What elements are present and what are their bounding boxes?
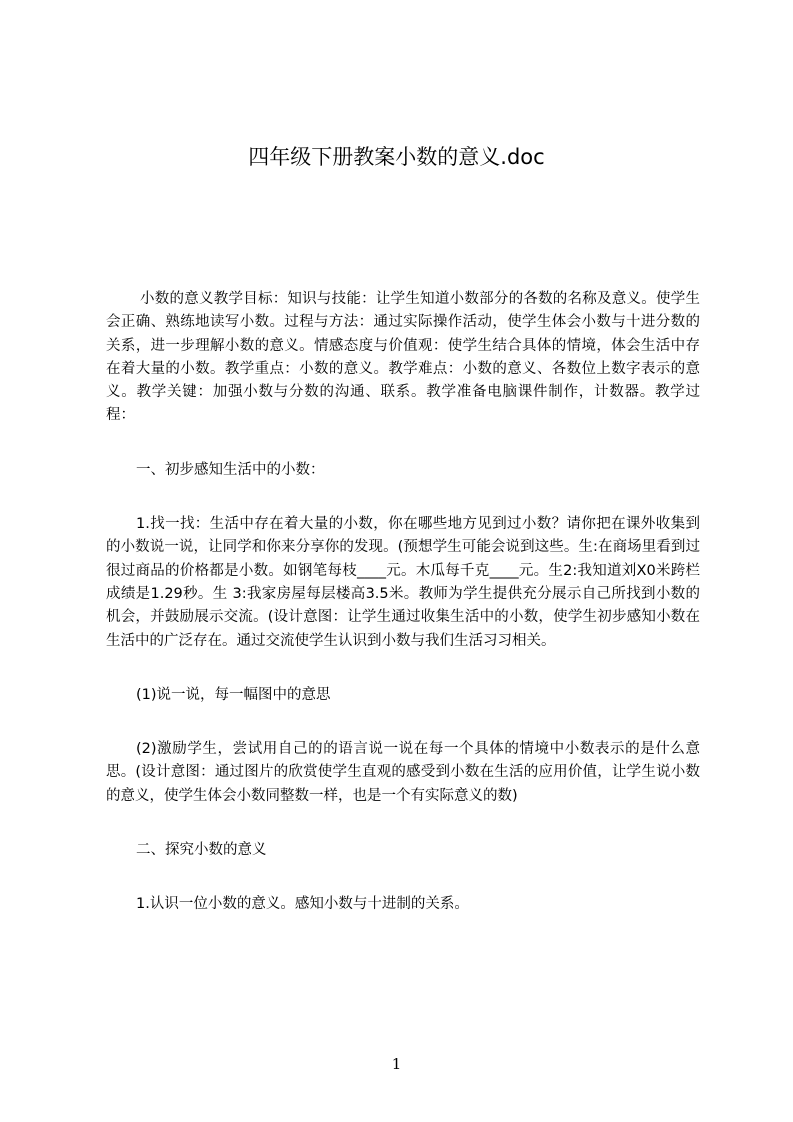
section-heading-1: 一、初步感知生活中的小数： — [136, 461, 325, 478]
paragraph-encourage: (2)激励学生，尝试用自己的的语言说一说在每一个具体的情境中小数表示的是什么意思。(设计意图：通过图片的欣赏使学生直观的感受到小数在生活的应用价值，让学生说小数的意义，使学生体会小数同整数一样，也是一个有实际意义的数) — [106, 741, 700, 804]
paragraph-say: (1)说一说，每一幅图中的意思 — [136, 686, 331, 703]
paragraph-objectives: 小数的意义教学目标：知识与技能：让学生知道小数部分的各数的名称及意义。使学生会正确、熟练地读写小数。过程与方法：通过实际操作活动，使学生体会小数与十进分数的关系，进一步理解小数的意义。情感态度与价值观：使学生结合具体的情境，体会生活中存在着大量的小数。教学重点：小数的意义。教学难点：小数的意义、各数位上数字表示的意义。教学关键：加强小数与分数的沟通、联系。教学准备电脑课件制作，计数器。教学过程： — [106, 291, 700, 424]
section-heading-2: 二、探究小数的意义 — [136, 842, 267, 859]
paragraph-one-decimal: 1.认识一位小数的意义。感知小数与十进制的关系。 — [136, 896, 469, 913]
document-title: 四年级下册教案小数的意义.doc — [248, 145, 545, 169]
paragraph-find: 1.找一找：生活中存在着大量的小数，你在哪些地方见到过小数？请你把在课外收集到的小数说一说，让同学和你来分享你的发现。(预想学生可能会说到这些。生:在商场里看到过很过商品的价格都是小数。如钢笔每枝____元。木瓜每千克____元。生2:我知道刘X0米跨栏成绩是1.29秒。生 3:我家房屋每层楼高3.5米。教师为学生提供充分展示自己所找到小数的机会，并鼓励展示交流。(设计意图：让学生通过收集生活中的小数，使学生初步感知小数在生活中的广泛存在。通过交流使学生认识到小数与我们生活习习相关。 — [106, 516, 700, 649]
page-number: 1 — [391, 1055, 402, 1073]
document-body — [106, 288, 700, 917]
